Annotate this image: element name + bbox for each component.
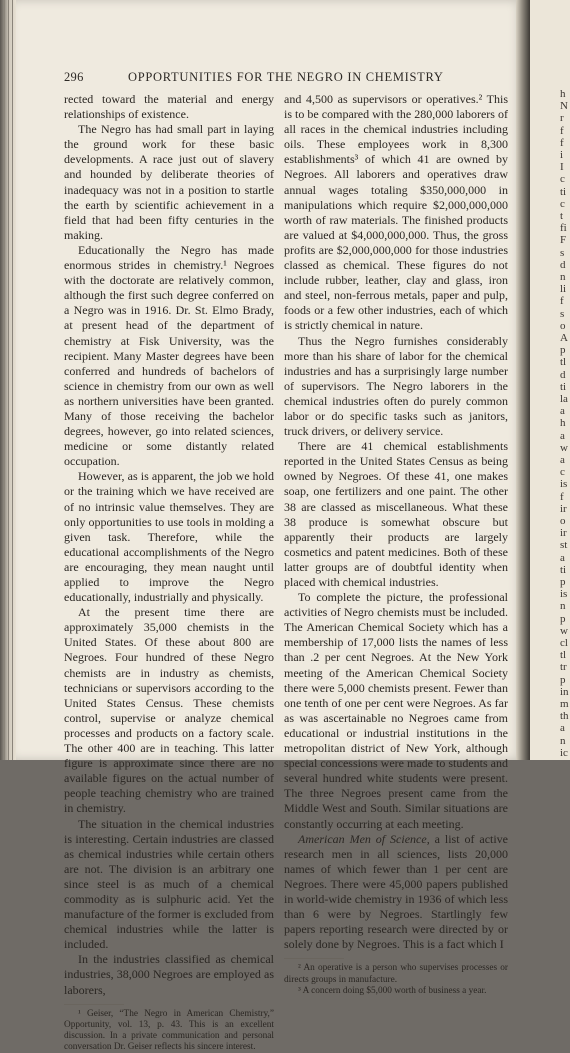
next-page-fragment: I [560,161,564,174]
next-page-fragment: a [560,551,565,564]
footnote-rule [64,1004,124,1005]
footnote: ³ A concern doing $5,000 worth of business a year. [298,985,487,996]
running-title: OPPORTUNITIES FOR THE NEGRO IN CHEMISTRY [128,70,444,84]
next-page-fragment: w [560,441,568,454]
next-page-fragment: a [560,405,565,418]
next-page-fragment: n [560,600,566,613]
book-page [16,0,524,1053]
next-page-fragment: ti [560,380,567,393]
next-page-fragment: d [560,258,566,271]
next-page-fragment: a [560,454,565,466]
next-page-fragment: n [560,271,566,283]
next-page-fragment: c [560,197,565,210]
next-page-fragment: tr [560,661,567,674]
next-page-fragment: in [560,685,569,698]
next-page-fragment: i [560,149,564,161]
book-title: American Men of Science, [298,831,430,846]
next-page-fragment: h [560,417,566,430]
next-page-fragment: f [560,295,564,308]
paragraph: However, as is apparent, the job we hold or the training which we have received are of no intrinsic value themselves. They are only opportunities to use tools in molding a given task. Therefore, while the educational accomplishments of the Negro are encouraging, they mean naught until applied to improve the Negro educationally, industrially and physically. [64,469,274,605]
page-header [16,70,524,86]
next-page-fragment: p [560,612,566,625]
next-page-fragment: cl [560,637,568,649]
next-page-fragment: p [560,673,566,686]
paragraph: The Negro has had small part in laying the ground work for these basic developments. A race just out of slavery and hounded by deliberate theories of inadequacy was not in a position to startle the earth by scientific achievement in a field that had been fifty centuries in the making. [64,122,274,242]
next-page-fragment: f [560,124,564,137]
book-left-edge [0,0,16,760]
left-column [64,92,274,1053]
next-page-fragment: la [560,393,568,405]
paragraph: rected toward the material and energy relationships of existence. [64,92,274,122]
paragraph: To complete the picture, the professional activities of Negro chemists must be included. The American Chemical Society which has a membership of 17,000 lists the names of less than .2 per cent Negroes. At the New York meeting of the American Chemical Society there were 5,000 chemists present. Fewer than one tenth of one per cent were Negroes. As far as was ascertainable no Negroes came from educational or industrial institutions in the metropolitan district of New York, although special concessions were made to students and several hundred white students were present. The three Negroes present came from the Middle West and South. Similar situations are constantly occurring at each meeting. [284,590,508,831]
next-page-fragment: p [560,576,566,588]
next-page-fragment: tl [560,356,567,369]
paragraph: Educationally the Negro has made enormous strides in chemistry.¹ Negroes with the doctorate are relatively common, although the first such degree conferred on a Negro was in 1916. Dr. St. Elmo Brady, at present head of the department of chemistry at Fisk University, was the recipient. Many Master degrees have been conferred and hundreds of bachelors of science in chemistry from our own as well as northern universities have been granted. Many of those receiving the bachelor degrees, however, go into related sciences, medicine or some distantly related occupation. [64,242,274,469]
paragraph: In the industries classified as chemical industries, 38,000 Negroes are employed as laborers, [64,952,274,997]
paragraph [284,832,508,953]
next-page-fragment: tl [560,649,567,662]
paragraph-tail: a list of active research men in all sciences, lists 20,000 names of which fewer than 1 per cent are Negroes. There were 45,000 papers published in world-wide chemistry in 1936 of which less than 6 were by Negroes. Startlingly few papers reporting research were directed by or solely done by Negroes. This is a fact which I [284,831,509,952]
paragraph: The situation in the chemical industries is interesting. Certain industries are classed as chemical industries while certain others are not. The division is an arbitrary one since steel is as much of a chemical commodity as is sulphuric acid. Yet the manufacture of the former is excluded from chemical industries while the latter is included. [64,816,274,952]
next-page-fragment: s [560,307,565,320]
next-page-fragment: m [560,698,569,710]
next-page-edge [530,0,570,760]
next-page-fragment: o [560,515,566,527]
next-page-fragment: th [560,710,569,723]
paragraph: At the present time there are approximately 35,000 chemists in the United States. Of these about 800 are Negroes. Four hundred of these Negro chemists are in industry as chemists, technicians or supervisors according to the United States Census. These chemists control, supervise or analyze chemical processes and products on a factory scale. The other 400 are in teaching. This latter figure is approximate since there are no available figures on the actual number of people teaching chemistry who are trained in chemistry. [64,605,274,816]
next-page-fragment: f [560,490,564,503]
next-page-fragment: li [560,283,567,296]
next-page-fragment: is [560,478,568,491]
next-page-fragment: N [560,100,568,113]
next-page-fragment: c [560,466,565,479]
next-page-fragment: f [560,136,564,149]
next-page-fragment: c [560,173,565,186]
paragraph: and 4,500 as supervisors or operatives.² This is to be compared with the 280,000 laborers of all races in the chemical industries including oils. These employees work in 8,300 establishments³ of which 41 are owned by Negroes. All laborers and operatives draw annual wages totaling $350,000,000 in manipulations which require $2,000,000,000 worth of raw materials. The finished products are valued at $4,000,000,000. Thus, the gross profits are $2,000,000,000 for those industries classed as chemical. These figures do not include rubber, leather, clay and glass, iron and steel, non-ferrous metals, paper and pulp, foods or a few other industries, each of which is strictly chemical in nature. [284,92,508,333]
next-page-fragment: p [560,344,566,357]
next-page-fragment: is [560,588,568,601]
paragraph: Thus the Negro furnishes considerably more than his share of labor for the chemical industries and has a surprisingly large number of supervisors. The Negro laborers in the chemical industries often do purely common labor or do specific tasks such as janitors, truck drivers, or delivery service. [284,333,508,439]
footnote-rule [284,958,344,959]
next-page-fragment: ir [560,502,567,515]
next-page-fragment: F [560,234,567,247]
paragraph: There are 41 chemical establishments reported in the United States Census as being owned by Negroes. Of these 41, one makes soap, one fertilizers and one paint. The other 38 are classed as miscellaneous. What these 38 produce is somewhat obscure but apparently their products are largely cosmetics and patent medicines. Both of these latter groups are of doubtful identity when placed with chemical industries. [284,439,508,589]
next-page-fragment: ti [560,563,567,576]
next-page-fragment: ic [560,746,568,759]
page-number: 296 [64,70,84,84]
next-page-fragment: ti [560,185,567,198]
next-page-fragment: fi [560,222,567,235]
next-page-fragment: ir [560,527,567,540]
book-gutter [516,0,530,760]
next-page-fragment: w [560,624,568,637]
next-page-fragment: a [560,722,565,735]
next-page-fragment: n [560,734,566,747]
next-page-fragment: d [560,368,566,381]
next-page-fragment: o [560,319,566,332]
next-page-fragment: r [560,112,564,125]
right-column [284,92,508,997]
next-page-fragment: h [560,88,566,100]
footnote: ² An operative is a person who supervises processes or directs groups in manufacture. [284,963,508,985]
next-page-fragment: a [560,429,565,442]
footnote: ¹ Geiser, “The Negro in American Chemistry,” Opportunity, vol. 13, p. 43. This is an excellent discussion. In a private communication and personal conversation Dr. Geiser reflects his sincere interest. [64,1008,274,1053]
next-page-fragment: t [560,210,564,222]
next-page-fragment: s [560,246,565,259]
next-page-fragment: st [560,539,568,552]
next-page-fragment: A [560,332,568,344]
